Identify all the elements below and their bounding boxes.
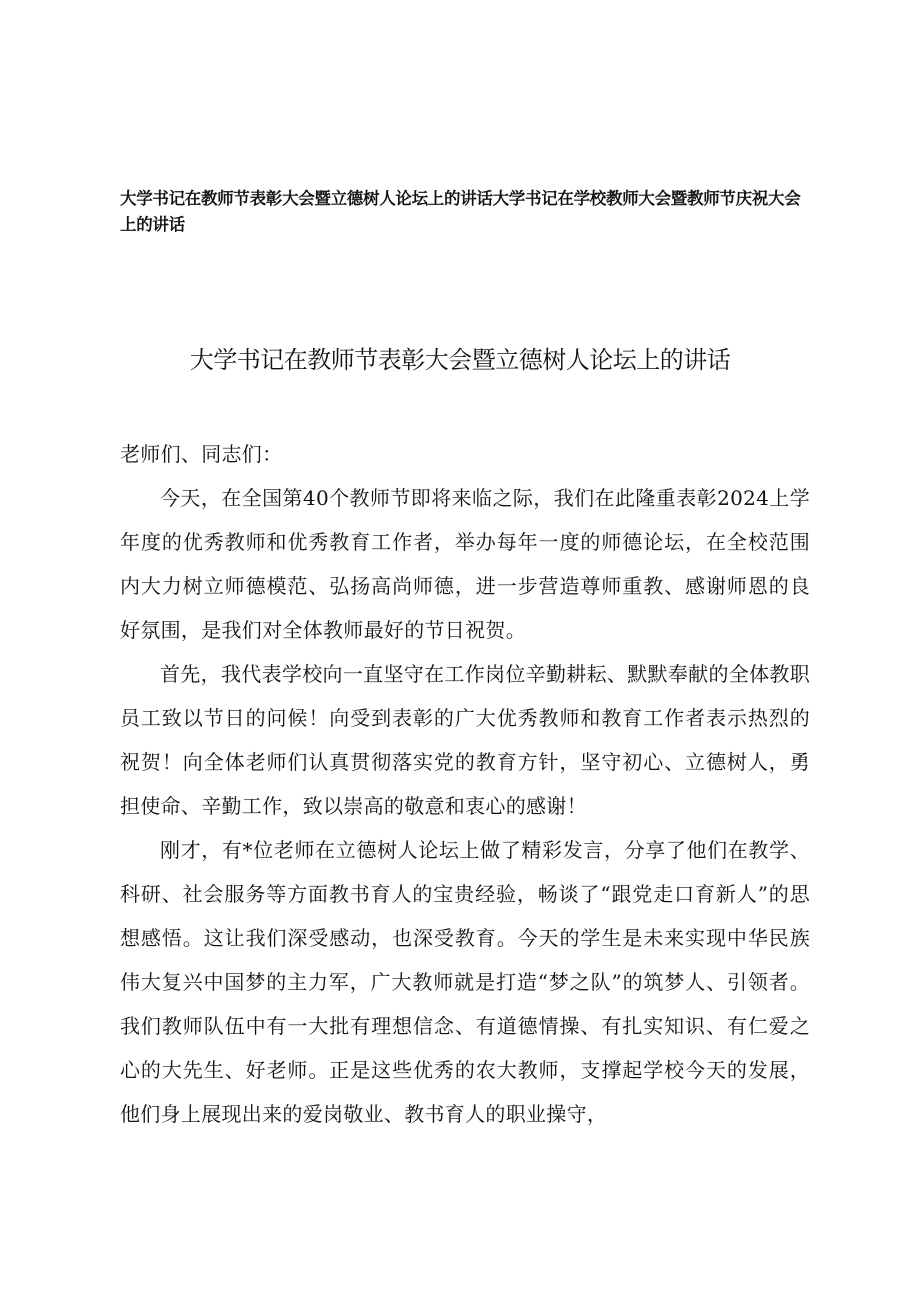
paragraph-2: 首先，我代表学校向一直坚守在工作岗位辛勤耕耘、默默奉献的全体教职员工致以节日的问候！向受到表彰的广大优秀教师和教育工作者表示热烈的祝贺！向全体老师们认真贯彻落实党的教育方针，坚守初心、立德树人，勇担使命、辛勤工作，致以崇高的敬意和衷心的感谢！ bbox=[120, 662, 810, 818]
document-body bbox=[120, 432, 810, 1136]
paragraph-3: 刚才，有*位老师在立德树人论坛上做了精彩发言，分享了他们在教学、科研、社会服务等方面教书育人的宝贵经验，畅谈了“跟党走口育新人”的思想感悟。这让我们深受感动，也深受教育。今天的学生是未来实现中华民族伟大复兴中国梦的主力军，广大教师就是打造“梦之队”的筑梦人、引领者。我们教师队伍中有一大批有理想信念、有道德情操、有扎实知识、有仁爱之心的大先生、好老师。正是这些优秀的农大教师，支撑起学校今天的发展，他们身上展现出来的爱岗敬业、教书育人的职业操守， bbox=[120, 838, 810, 1126]
page-title: 大学书记在教师节表彰大会暨立德树人论坛上的讲话 bbox=[189, 346, 731, 374]
paragraph-1: 今天，在全国第40个教师节即将来临之际，我们在此隆重表彰2024上学年度的优秀教师和优秀教育工作者，举办每年一度的师德论坛，在全校范围内大力树立师德模范、弘扬高尚师德，进一步营造尊师重教、感谢师恩的良好氛围，是我们对全体教师最好的节日祝贺。 bbox=[120, 486, 810, 642]
document-header: 大学书记在教师节表彰大会暨立德树人论坛上的讲话大学书记在学校教师大会暨教师节庆祝大会上的讲话 bbox=[120, 189, 801, 234]
salutation: 老师们、同志们： bbox=[120, 442, 283, 466]
